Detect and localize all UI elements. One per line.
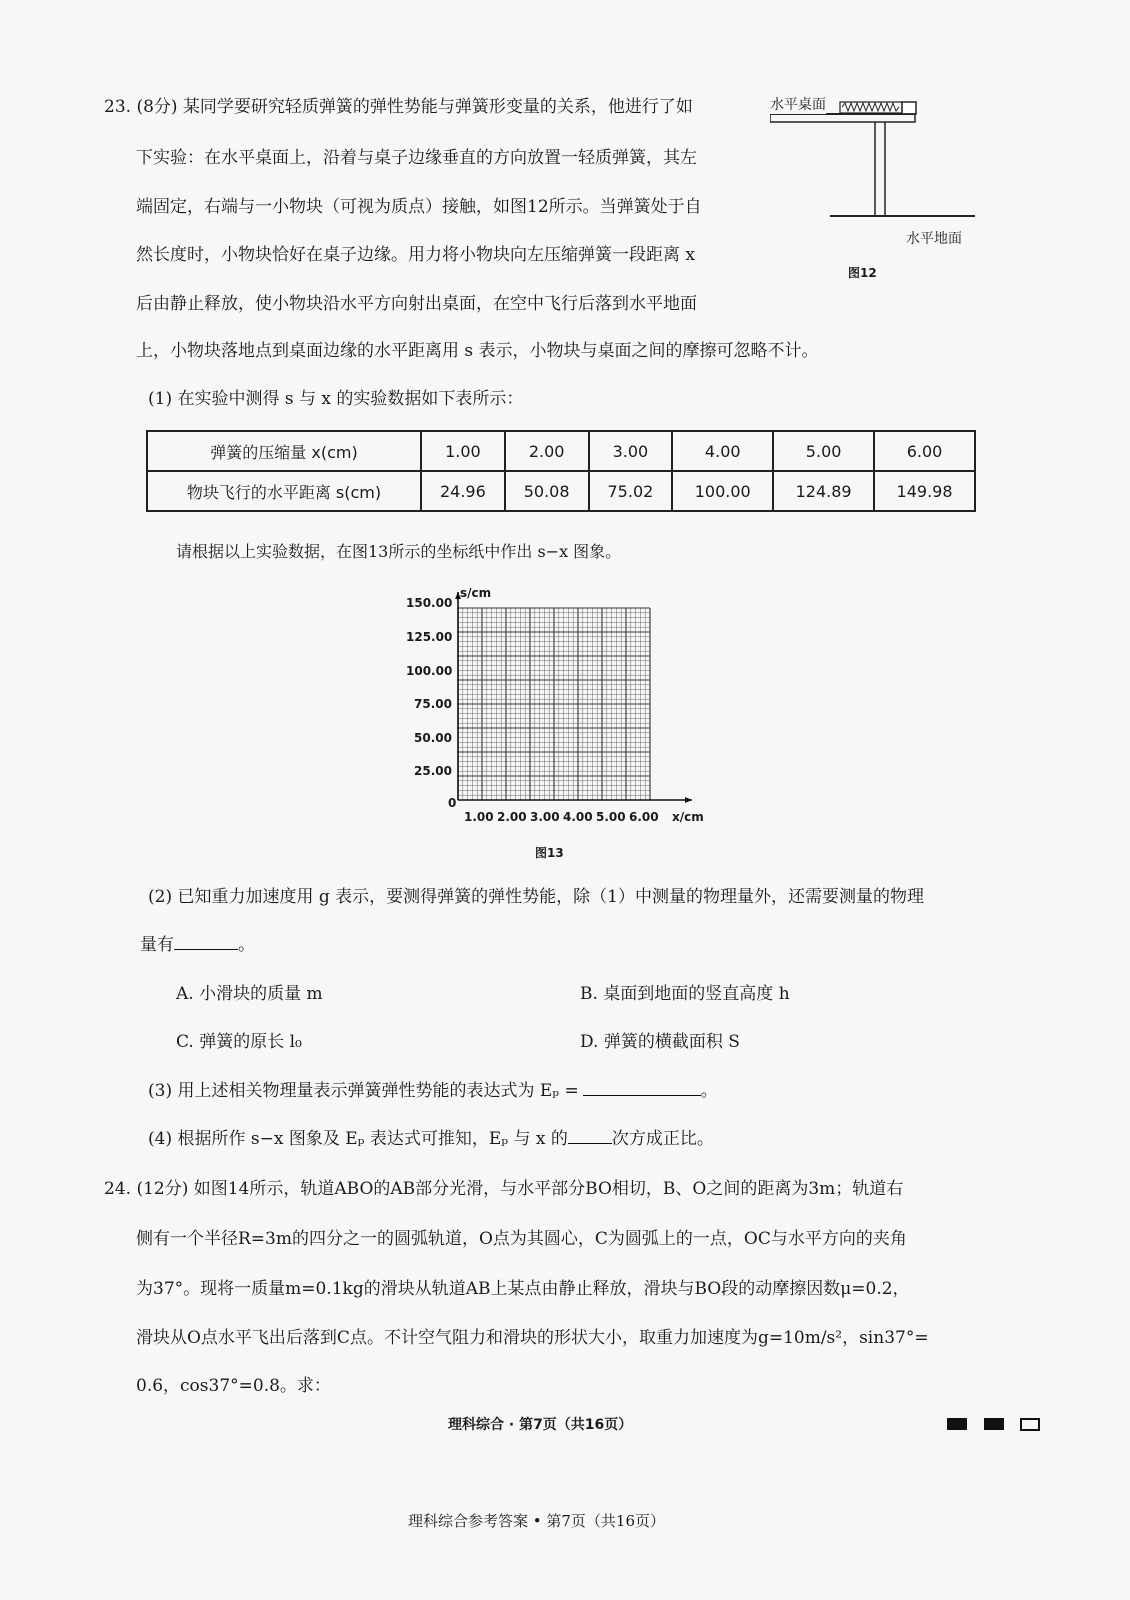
page-footer: 理科综合 · 第7页（共16页） [448,1417,633,1433]
y-axis-label: s/cm [460,586,492,600]
x-tick-label: 1.00 [464,810,494,824]
q23-line-1: 23. (8分) 某同学要研究轻质弹簧的弹性势能与弹簧形变量的关系，他进行了如 [104,97,693,117]
table-cell: 3.00 [589,431,673,471]
part-4-line [148,1124,714,1149]
x-tick-label: 4.00 [563,810,593,824]
table-cell: 5.00 [773,431,874,471]
q23-line-5: 后由静止释放，使小物块沿水平方向射出桌面，在空中飞行后落到水平地面 [136,294,697,314]
q24-line-2: 侧有一个半径R=3m的四分之一的圆弧轨道，O点为其圆心，C为圆弧上的一点，OC与水平方向的夹角 [136,1229,907,1249]
part-4-text-a: (4) 根据所作 s−x 图象及 Eₚ 表达式可推知，Eₚ 与 x 的 [148,1129,568,1149]
floor-label: 水平地面 [906,231,962,247]
option-a: A. 小滑块的质量 m [176,984,323,1004]
part-4-text-b: 次方成正比。 [611,1129,714,1149]
table-cell: 2.00 [505,431,589,471]
x-axis-arrow [685,797,692,803]
y-tick-label: 50.00 [414,731,452,745]
footer-mark-empty [1020,1418,1040,1431]
figure-12-drawing [770,92,980,242]
y-tick-label: 100.00 [406,664,453,678]
x-tick-label: 3.00 [530,810,560,824]
experiment-data-table [146,430,976,512]
table-cell: 1.00 [421,431,505,471]
part-3-period: 。 [700,1081,718,1101]
table-cell: 24.96 [421,471,505,511]
y-tick-label: 25.00 [414,764,452,778]
row-header-compression: 弹簧的压缩量 x(cm) [147,431,421,471]
x-tick-label: 5.00 [596,810,626,824]
table-cell: 75.02 [589,471,673,511]
answer-blank[interactable] [174,949,238,950]
instruction-text: 请根据以上实验数据，在图13所示的坐标纸中作出 s−x 图象。 [176,542,622,561]
answer-footer: 理科综合参考答案 • 第7页（共16页） [408,1512,666,1530]
figure-13-caption: 图13 [535,846,564,860]
part-2-text: (2) 已知重力加速度用 g 表示，要测得弹簧的弹性势能，除（1）中测量的物理量外，还需要测量的物理 [148,887,924,907]
option-b: B. 桌面到地面的竖直高度 h [580,984,790,1004]
table-row [147,431,975,471]
part-1-text: (1) 在实验中测得 s 与 x 的实验数据如下表所示： [148,389,524,409]
y-tick-label: 125.00 [406,630,453,644]
table-cell: 4.00 [672,431,773,471]
x-axis-label: x/cm [672,810,704,824]
x-tick-label: 6.00 [629,810,659,824]
y-tick-label: 75.00 [414,697,452,711]
footer-mark-filled [984,1418,1004,1430]
table-row [147,471,975,511]
answer-blank[interactable] [568,1143,612,1144]
table-surface-label: 水平桌面 [770,94,826,114]
q23-line-6: 上，小物块落地点到桌面边缘的水平距离用 s 表示，小物块与桌面之间的摩擦可忽略不计。 [136,341,819,361]
figure-13 [400,582,720,862]
part-2-word: 量有 [140,935,174,955]
table-cell: 50.08 [505,471,589,511]
figure-12-caption: 图12 [848,266,877,280]
q24-line-3: 为37°。现将一质量m=0.1kg的滑块从轨道AB上某点由静止释放，滑块与BO段的动摩擦因数μ=0.2， [136,1279,910,1299]
q23-line-2: 下实验：在水平桌面上，沿着与桌子边缘垂直的方向放置一轻质弹簧，其左 [136,148,697,168]
part-3-text: (3) 用上述相关物理量表示弹簧弹性势能的表达式为 Eₚ = [148,1081,579,1101]
x-tick-label: 2.00 [497,810,527,824]
q23-line-3: 端固定，右端与一小物块（可视为质点）接触，如图12所示。当弹簧处于自 [136,197,702,217]
origin-label: 0 [448,796,457,810]
table-cell: 124.89 [773,471,874,511]
answer-blank[interactable] [583,1095,701,1096]
table-cell: 6.00 [874,431,975,471]
part-3-line [148,1076,718,1101]
figure-12 [770,92,980,282]
part-2-line-2 [140,930,255,955]
q24-line-4: 滑块从O点水平飞出后落到C点。不计空气阻力和滑块的形状大小，取重力加速度为g=10m/s²，sin37°= [136,1328,929,1348]
part-2-period: 。 [238,935,255,955]
option-c: C. 弹簧的原长 l₀ [176,1032,302,1052]
row-header-distance: 物块飞行的水平距离 s(cm) [147,471,421,511]
footer-mark-filled [947,1418,967,1430]
q24-line-1: 24. (12分) 如图14所示，轨道ABO的AB部分光滑，与水平部分BO相切，B、O之间的距离为3m；轨道右 [104,1179,904,1199]
option-d: D. 弹簧的横截面积 S [580,1032,740,1052]
q23-line-4: 然长度时，小物块恰好在桌子边缘。用力将小物块向左压缩弹簧一段距离 x [136,245,695,265]
q24-line-5: 0.6，cos37°=0.8。求： [136,1376,331,1396]
table-cell: 100.00 [672,471,773,511]
table-cell: 149.98 [874,471,975,511]
y-tick-label: 150.00 [406,596,453,610]
